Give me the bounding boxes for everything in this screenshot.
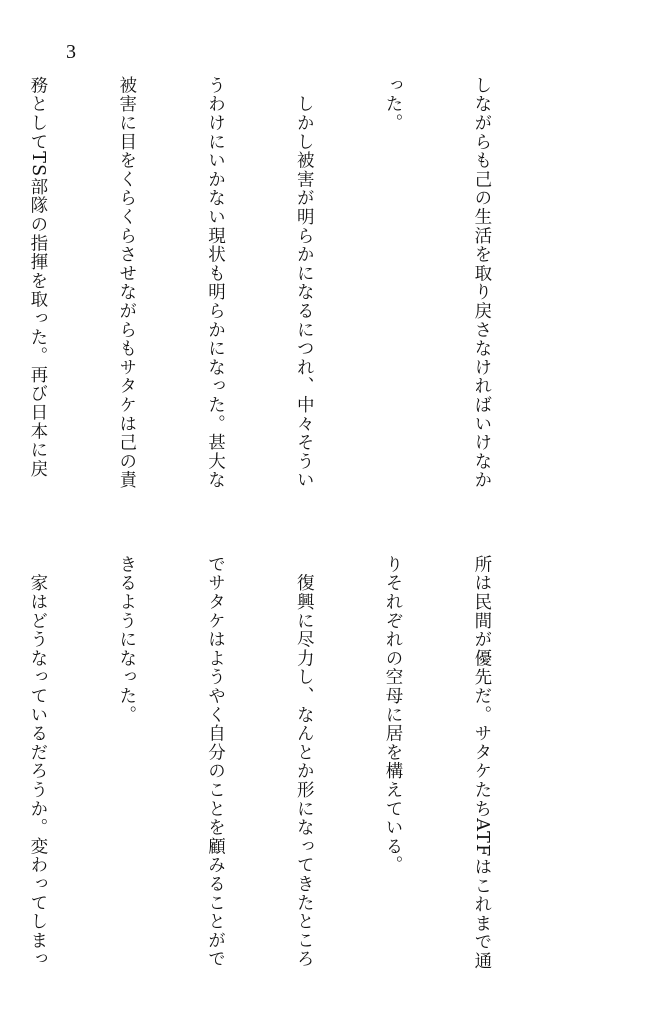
lower-text-block — [0, 555, 555, 971]
text-column: 務としてTS部隊の指揮を取った。再び日本に戻 — [27, 76, 48, 479]
text-column: 所は民間が優先だ。サタケたちATFはこれまで通 — [471, 555, 492, 971]
text-column: 被害に目をくらくらさせながらもサタケは己の責 — [116, 76, 137, 490]
text-column: うわけにいかない現状も明らかになった。甚大な — [205, 76, 226, 490]
text-column: しかし被害が明らかになるにつれ、中々そうい — [294, 76, 315, 490]
text-column: でサタケはようやく自分のことを顧みることがで — [205, 555, 226, 969]
text-column: った。 — [383, 76, 404, 133]
text-column: 家はどうなっているだろうか。変わってしまっ — [27, 555, 48, 969]
text-column: しながらも己の生活を取り戻さなければいけなか — [471, 76, 492, 490]
page-number: 3 — [66, 41, 76, 63]
text-column: 復興に尽力し、なんとか形になってきたところ — [294, 555, 315, 969]
upper-text-block — [0, 76, 555, 494]
text-column: きるようになった。 — [116, 555, 137, 725]
text-column: りそれぞれの空母に居を構えている。 — [383, 555, 404, 875]
